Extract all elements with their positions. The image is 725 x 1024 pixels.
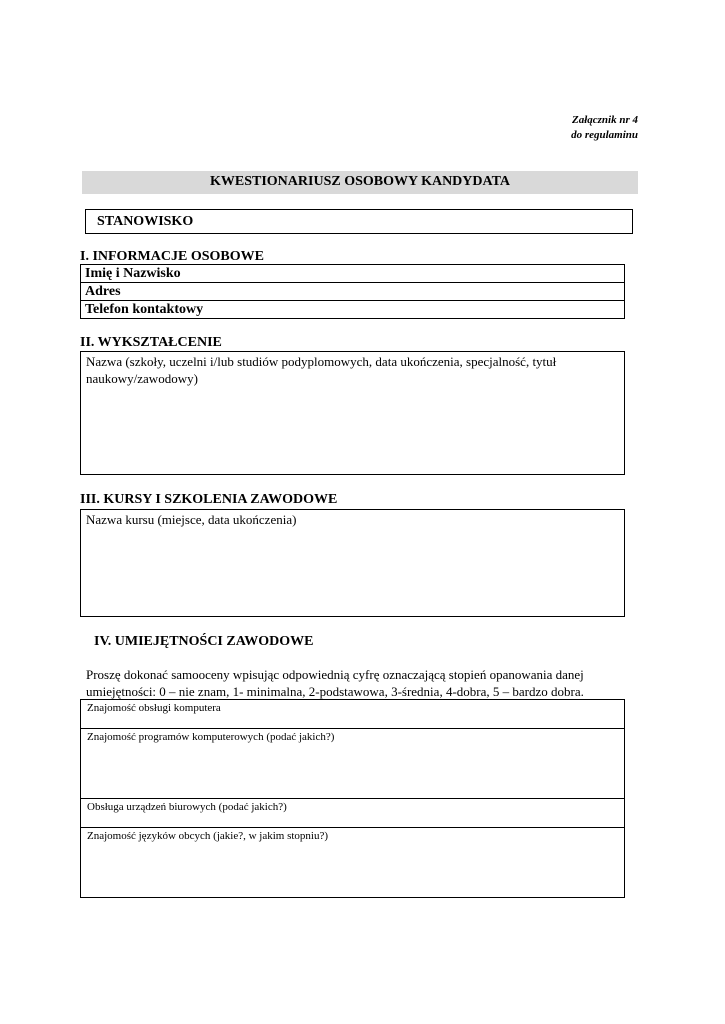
- education-field[interactable]: [80, 351, 625, 475]
- position-field[interactable]: [85, 209, 633, 234]
- skills-table: [80, 699, 625, 898]
- languages-field[interactable]: [81, 828, 624, 897]
- address-field[interactable]: Adres: [81, 283, 624, 301]
- attachment-note: [571, 113, 638, 143]
- computer-skills-field[interactable]: [81, 700, 624, 729]
- software-skills-label: Znajomość programów komputerowych (podać jakich?): [87, 731, 335, 743]
- attachment-number: Załącznik nr 4: [571, 114, 638, 126]
- computer-skills-label: Znajomość obsługi komputera: [87, 702, 221, 714]
- languages-label: Znajomość języków obcych (jakie?, w jakim stopniu?): [87, 830, 329, 842]
- position-label: STANOWISKO: [97, 214, 194, 229]
- skills-instructions: Proszę dokonać samooceny wpisując odpowiednią cyfrę oznaczającą stopień opanowania danej umiejętności: 0 – nie znam, 1- minimalna, 2-podstawowa, 3-średnia, 4-dobra, 5 – bardzo dobra.: [86, 667, 584, 699]
- courses-prompt: Nazwa kursu (miejsce, data ukończenia): [86, 512, 297, 527]
- office-equipment-field[interactable]: [81, 799, 624, 828]
- section-skills-heading: IV. UMIEJĘTNOŚCI ZAWODOWE: [94, 634, 314, 649]
- section-education-heading: II. WYKSZTAŁCENIE: [80, 335, 222, 350]
- form-title: KWESTIONARIUSZ OSOBOWY KANDYDATA: [82, 171, 638, 194]
- education-prompt: Nazwa (szkoły, uczelni i/lub studiów podyplomowych, data ukończenia, specjalność, tytuł naukowy/zawodowy): [86, 354, 557, 386]
- courses-field[interactable]: [80, 509, 625, 617]
- office-equipment-label: Obsługa urządzeń biurowych (podać jakich?): [87, 801, 287, 813]
- personal-info-table: [80, 264, 625, 319]
- phone-field[interactable]: Telefon kontaktowy: [85, 302, 204, 317]
- section-personal-heading: I. INFORMACJE OSOBOWE: [80, 249, 264, 264]
- section-courses-heading: III. KURSY I SZKOLENIA ZAWODOWE: [80, 492, 338, 507]
- attachment-regulation: do regulaminu: [571, 129, 638, 141]
- software-skills-field[interactable]: [81, 729, 624, 799]
- name-field[interactable]: Imię i Nazwisko: [81, 265, 624, 283]
